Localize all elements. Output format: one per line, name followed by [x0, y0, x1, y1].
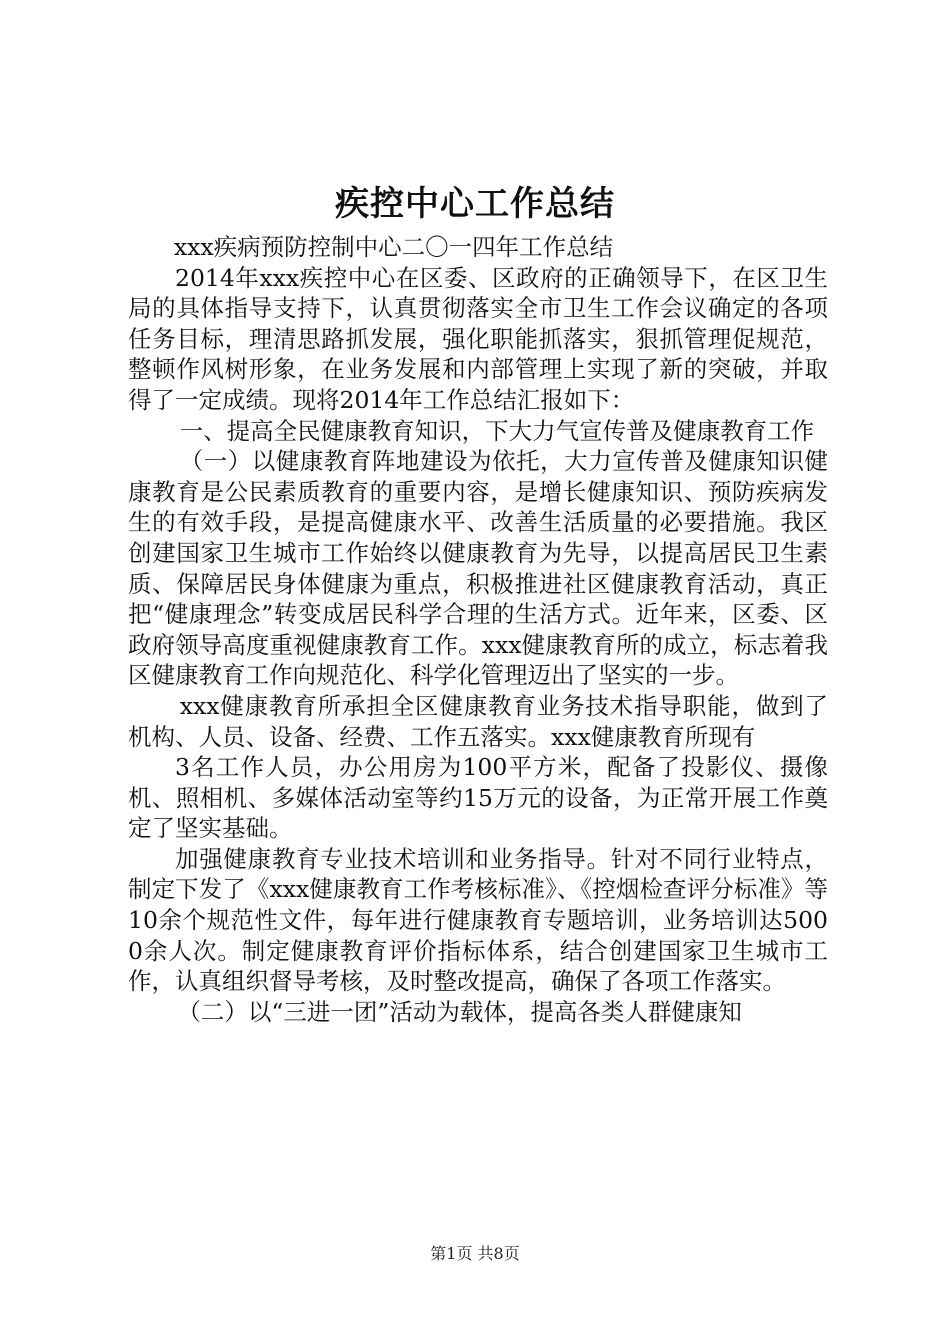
document-subtitle: xxx疾病预防控制中心二〇一四年工作总结 [173, 233, 614, 261]
section-heading-1: 一、提高全民健康教育知识，下大力气宣传普及健康教育工作 [179, 416, 815, 445]
training-paragraph: 加强健康教育专业技术培训和业务指导。针对不同行业特点，制定下发了《xxx健康教育工作考核标准》、《控烟检查评分标准》等10余个规范性文件，每年进行健康教育专题培训，业务培训达5000余人次。制定健康教育评价指标体系，结合创建国家卫生城市工作，认真组织督导考核，及时整改提高，确保了各项工作落实。 [128, 844, 828, 996]
staff-facilities-paragraph: 3名工作人员，办公用房为100平方米，配备了投影仪、摄像机、照相机、多媒体活动室等约15万元的设备，为正常开展工作奠定了坚实基础。 [128, 753, 828, 843]
page-indicator: 第1页 共8页 [430, 1244, 520, 1263]
health-institute-paragraph: xxx健康教育所承担全区健康教育业务技术指导职能，做到了机构、人员、设备、经费、工作五落实。xxx健康教育所现有 [128, 691, 828, 751]
subsection-paragraph-1: （一）以健康教育阵地建设为依托，大力宣传普及健康知识健康教育是公民素质教育的重要内容，是增长健康知识、预防疾病发生的有效手段，是提高健康水平、改善生活质量的必要措施。我区创建国家卫生城市工作始终以健康教育为先导，以提高居民卫生素质、保障居民身体健康为重点，积极推进社区健康教育活动，真正把“健康理念”转变成居民科学合理的生活方式。近年来，区委、区政府领导高度重视健康教育工作。xxx健康教育所的成立，标志着我区健康教育工作向规范化、科学化管理迈出了坚实的一步。 [128, 447, 828, 690]
document-body [128, 232, 828, 1027]
document-title: 疾控中心工作总结 [335, 184, 615, 224]
intro-paragraph: 2014年xxx疾控中心在区委、区政府的正确领导下，在区卫生局的具体指导支持下，认真贯彻落实全市卫生工作会议确定的各项任务目标，理清思路抓发展，强化职能抓落实，狠抓管理促规范，整顿作风树形象，在业务发展和内部管理上实现了新的突破，并取得了一定成绩。现将2014年工作总结汇报如下： [128, 263, 828, 414]
subsection-paragraph-2: （二）以“三进一团”活动为载体，提高各类人群健康知 [177, 997, 742, 1026]
